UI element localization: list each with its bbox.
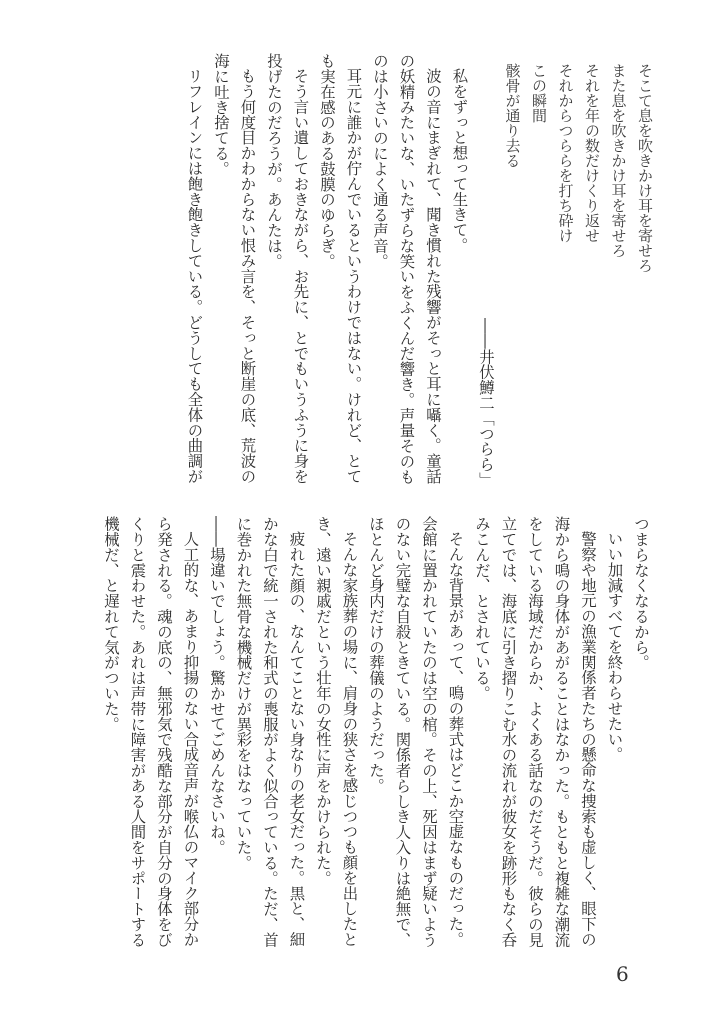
- text-line: そんな背景があって、鳴の葬式はどこか空虚なものだった。: [446, 531, 465, 948]
- poem-line: また息を吹きかけ耳を寄せろ: [609, 62, 628, 258]
- poem-line: 骸骨が通り去る: [503, 62, 522, 168]
- text-line: くりと震わせた。あれは声帯に障害がある人間をサポートする: [128, 516, 147, 948]
- text-line: かな白で統一された和式の喪服がよく似合っている。ただ、首: [261, 516, 279, 948]
- text-line: みこんだ、とされている。: [473, 516, 491, 701]
- text-line: もう何度目かわからない恨み言を、そっと断崖の底、荒波の: [238, 68, 257, 485]
- text-line: ら発される。魂の底の、無邪気で残酷な部分が自分の身体をび: [155, 516, 173, 948]
- text-line: 警察や地元の漁業関係者たちの懸命な捜索も虚しく、眼下の: [579, 531, 597, 948]
- text-line: いい加減すべてを終わらせたい。: [605, 531, 624, 763]
- text-line: 立てでは、海底に引き摺りこむ水の流れが彼女を跡形もなく呑: [499, 516, 518, 948]
- text-line: の妖精みたいな、いたずらな笑いをふくんだ響き。声量そのも: [397, 53, 416, 485]
- poem-attribution: ――井伏鱒二「つらら」: [477, 317, 495, 487]
- text-line: 機械だ、と遅れて気がついた。: [102, 516, 120, 732]
- text-line: に巻かれた無骨な機械だけが異彩をはなっていた。: [234, 516, 253, 871]
- poem-line: この瞬間: [530, 62, 548, 123]
- text-line: 波の音にまぎれて、聞き慣れた残響がそっと耳に囁く。童話: [424, 68, 442, 485]
- text-line: そんな家族葬の場に、肩身の狭さを感じつつも顔を出したと: [340, 531, 359, 948]
- text-line: をしている海域だからか、よくある話なのだそうだ。彼らの見: [526, 516, 544, 948]
- text-line: のない完璧な自殺ときている。関係者らしき人入りは絶無で、: [393, 516, 412, 948]
- text-line: き、遠い親戚だという壮年の女性に声をかけられた。: [314, 516, 332, 886]
- text-line: も実在感のある鼓膜のゆらぎ。: [318, 53, 336, 269]
- text-line: ほとんど身内だけの葬儀のようだった。: [367, 516, 385, 794]
- text-line: 人工的な、あまり抑揚のない合成音声が喉仏のマイク部分か: [181, 531, 200, 948]
- top-text-block: [181, 53, 658, 487]
- text-line: 私をずっと想って生きて。: [450, 68, 469, 254]
- text-line: そう言い遺しておきながら、お先に、とでもいうふうに身を: [291, 68, 310, 485]
- text-line: リフレインには飽き飽きしている。どうしても全体の曲調が: [185, 68, 204, 485]
- page-number: 6: [616, 962, 629, 986]
- bottom-text-block: [98, 516, 655, 950]
- dialogue-line: ――場違いでしょう。驚かせてごめんなさいね。: [208, 516, 226, 855]
- text-line: 会館に置かれていたのは空の棺。その上、死因はまず疑いよう: [420, 516, 438, 948]
- text-line: 疲れた顔の、なんてことない身なりの老女だった。黒と、細: [287, 531, 306, 948]
- poem-line: そこて息を吹きかけ耳を寄せろ: [636, 62, 654, 273]
- text-line: つまらなくなるから。: [632, 516, 650, 670]
- text-line: 海に吐き捨てる。: [212, 53, 230, 177]
- text-line: 耳元に誰かが佇んでいるというわけではない。けれど、とて: [344, 68, 363, 485]
- text-line: のは小さいのによく通る声音。: [371, 53, 389, 269]
- text-line: 投げたのだろうが。あんたは。: [265, 53, 283, 269]
- poem-line: それからつららを打ち砕け: [556, 62, 575, 243]
- poem-line: それを年の数だけくり返せ: [583, 62, 601, 243]
- text-line: 海から鳴の身体があがることはなかった。もともと複雑な潮流: [552, 516, 571, 948]
